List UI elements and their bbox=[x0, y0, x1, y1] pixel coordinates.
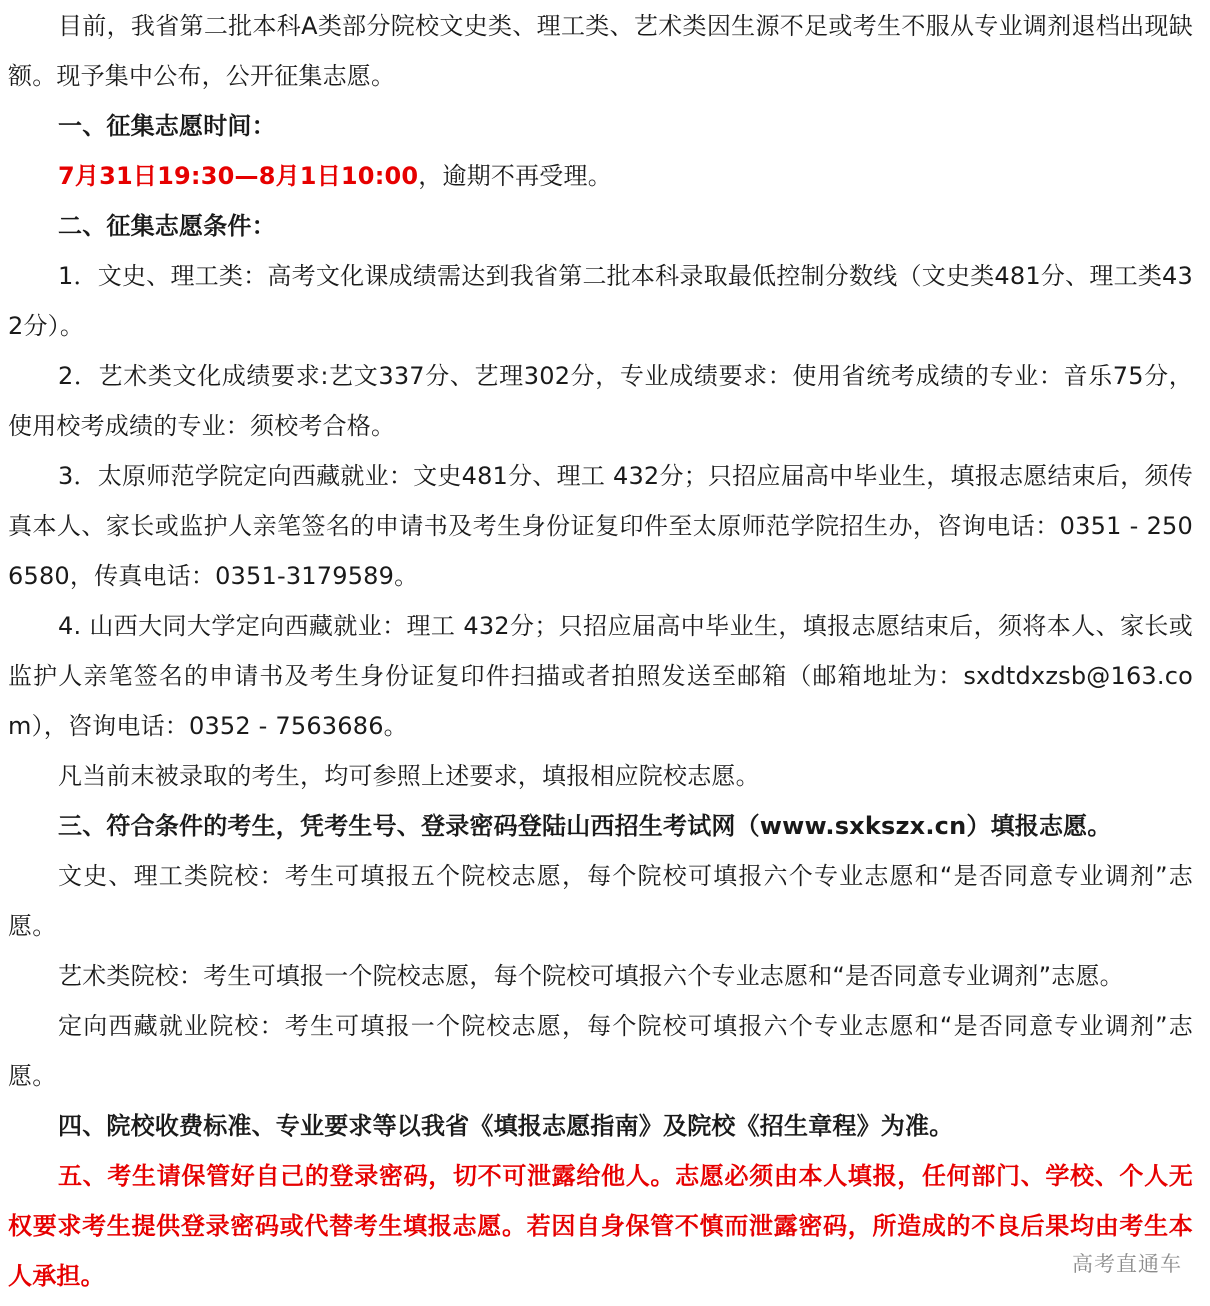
volunteer-rule-3: 定向西藏就业院校：考生可填报一个院校志愿，每个院校可填报六个专业志愿和“是否同意专业调剂”志愿。 bbox=[8, 1012, 1193, 1090]
collection-time: 7月31日19:30—8月1日10:00 bbox=[58, 162, 419, 190]
volunteer-rule-1: 文史、理工类院校：考生可填报五个院校志愿，每个院校可填报六个专业志愿和“是否同意专业调剂”志愿。 bbox=[8, 862, 1193, 940]
condition-item-4: 4. 山西大同大学定向西藏就业：理工 432分；只招应届高中毕业生，填报志愿结束后，须将本人、家长或监护人亲笔签名的申请书及考生身份证复印件扫描或者拍照发送至邮箱（邮箱地址为：sxdtdxzsb@163.com），咨询电话：0352 - 7563686。 bbox=[8, 612, 1193, 740]
section2-heading: 二、征集志愿条件： bbox=[58, 212, 276, 240]
condition-item-3: 3．太原师范学院定向西藏就业：文史481分、理工 432分；只招应届高中毕业生，填报志愿结束后，须传真本人、家长或监护人亲笔签名的申请书及考生身份证复印件至太原师范学院招生办，咨询电话：0351 - 2506580，传真电话：0351-3179589。 bbox=[8, 462, 1193, 590]
collection-time-note: ，逾期不再受理。 bbox=[418, 162, 612, 190]
section1-time-paragraph bbox=[8, 151, 1193, 201]
notice-document bbox=[8, 0, 1193, 1301]
intro-paragraph: 目前，我省第二批本科A类部分院校文史类、理工类、艺术类因生源不足或考生不服从专业调剂退档出现缺额。现予集中公布，公开征集志愿。 bbox=[8, 12, 1193, 90]
section4-heading: 四、院校收费标准、专业要求等以我省《填报志愿指南》及院校《招生章程》为准。 bbox=[58, 1112, 954, 1140]
section1-heading: 一、征集志愿时间： bbox=[58, 112, 276, 140]
condition-note: 凡当前末被录取的考生，均可参照上述要求，填报相应院校志愿。 bbox=[58, 762, 760, 790]
condition-item-2: 2．艺术类文化成绩要求:艺文337分、艺理302分，专业成绩要求：使用省统考成绩的专业：音乐75分，使用校考成绩的专业：须校考合格。 bbox=[8, 362, 1193, 440]
condition-item-1: 1．文史、理工类：高考文化课成绩需达到我省第二批本科录取最低控制分数线（文史类481分、理工类432分）。 bbox=[8, 262, 1193, 340]
volunteer-rule-2: 艺术类院校：考生可填报一个院校志愿，每个院校可填报六个专业志愿和“是否同意专业调剂”志愿。 bbox=[58, 962, 1124, 990]
watermark: 高考直通车 bbox=[1072, 1252, 1182, 1276]
section5-warning: 五、考生请保管好自己的登录密码，切不可泄露给他人。志愿必须由本人填报，任何部门、学校、个人无权要求考生提供登录密码或代替考生填报志愿。若因自身保管不慎而泄露密码，所造成的不良后果均由考生本人承担。 bbox=[8, 1162, 1193, 1290]
section3-heading: 三、符合条件的考生，凭考生号、登录密码登陆山西招生考试网（www.sxkszx.cn）填报志愿。 bbox=[58, 812, 1112, 840]
